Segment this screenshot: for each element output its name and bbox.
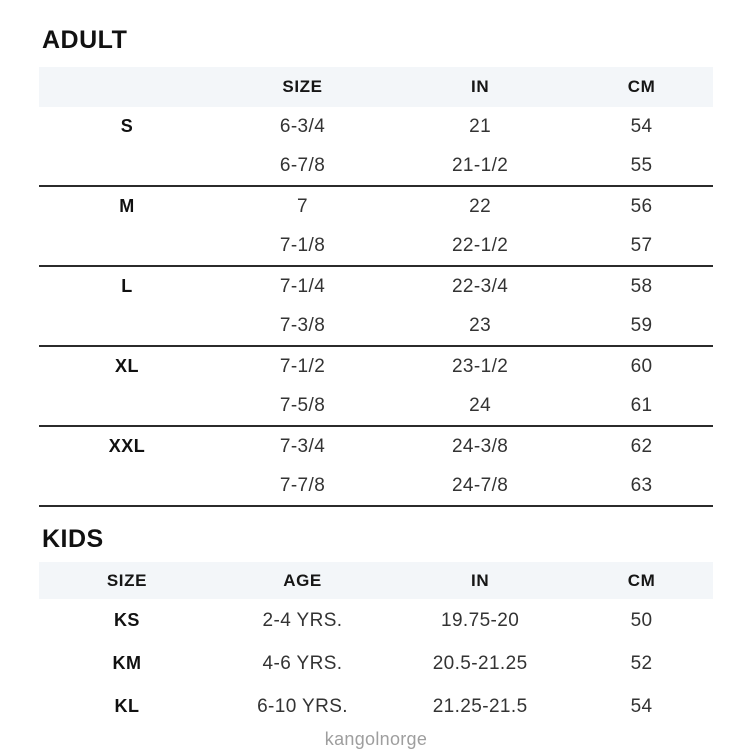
adult-header-in: IN bbox=[471, 77, 490, 96]
cell-cm: 54 bbox=[630, 115, 653, 137]
kids-header-age: AGE bbox=[283, 570, 322, 590]
cell-size: 7 bbox=[297, 195, 308, 217]
adult-header-cm: CM bbox=[627, 77, 656, 96]
cell-cm: 58 bbox=[630, 275, 653, 297]
cell-cm: 57 bbox=[630, 234, 653, 256]
cell-in: 24-7/8 bbox=[451, 474, 509, 496]
size-group-l bbox=[39, 267, 713, 347]
table-row bbox=[39, 599, 713, 642]
size-group-label: XL bbox=[114, 356, 139, 376]
table-row bbox=[39, 685, 713, 728]
table-row bbox=[39, 267, 713, 306]
adult-section-title: ADULT bbox=[42, 26, 128, 54]
kids-header-size: SIZE bbox=[106, 570, 148, 590]
size-group-label: S bbox=[120, 116, 134, 136]
cell-in: 21 bbox=[469, 115, 492, 137]
cell-cm: 61 bbox=[630, 394, 653, 416]
table-row bbox=[39, 347, 713, 386]
watermark-text: kangolnorge bbox=[324, 729, 428, 749]
size-group-label: XXL bbox=[108, 436, 146, 456]
cell-size: 7-1/8 bbox=[279, 234, 326, 256]
cell-size: 7-3/4 bbox=[279, 435, 326, 457]
cell-in: 22-3/4 bbox=[451, 275, 509, 297]
cell-cm: 54 bbox=[630, 695, 653, 717]
size-group-label: M bbox=[119, 196, 135, 216]
kids-size-label: KM bbox=[112, 653, 142, 673]
kids-table-header bbox=[39, 562, 713, 599]
table-row bbox=[39, 107, 713, 146]
table-row bbox=[39, 386, 713, 425]
table-row bbox=[39, 427, 713, 466]
table-row bbox=[39, 306, 713, 345]
cell-size: 7-3/8 bbox=[279, 314, 326, 336]
cell-size: 6-3/4 bbox=[279, 115, 326, 137]
kids-header-cm: CM bbox=[627, 570, 656, 590]
kids-size-label: KS bbox=[113, 610, 140, 630]
table-row bbox=[39, 226, 713, 265]
cell-cm: 50 bbox=[630, 609, 653, 631]
kids-size-label: KL bbox=[114, 696, 140, 716]
kids-header-in: IN bbox=[471, 570, 490, 590]
cell-size: 7-5/8 bbox=[279, 394, 326, 416]
cell-in: 19.75-20 bbox=[441, 609, 520, 631]
kids-size-table bbox=[39, 562, 713, 728]
cell-cm: 52 bbox=[630, 652, 653, 674]
size-group-s bbox=[39, 107, 713, 187]
cell-size: 6-7/8 bbox=[279, 154, 326, 176]
adult-size-table bbox=[39, 67, 713, 507]
cell-in: 20.5-21.25 bbox=[432, 652, 528, 674]
cell-in: 21.25-21.5 bbox=[432, 695, 528, 717]
cell-cm: 55 bbox=[630, 154, 653, 176]
cell-size: 7-7/8 bbox=[279, 474, 326, 496]
cell-in: 22-1/2 bbox=[451, 234, 509, 256]
table-row bbox=[39, 146, 713, 185]
cell-cm: 56 bbox=[630, 195, 653, 217]
kids-section-title: KIDS bbox=[42, 525, 104, 553]
cell-in: 24-3/8 bbox=[451, 435, 509, 457]
cell-in: 23 bbox=[469, 314, 492, 336]
size-group-label: L bbox=[121, 276, 133, 296]
table-row bbox=[39, 642, 713, 685]
cell-cm: 60 bbox=[630, 355, 653, 377]
cell-age: 2-4 YRS. bbox=[262, 609, 343, 631]
size-group-xxl bbox=[39, 427, 713, 507]
cell-cm: 63 bbox=[630, 474, 653, 496]
cell-in: 21-1/2 bbox=[451, 154, 509, 176]
table-row bbox=[39, 187, 713, 226]
cell-age: 6-10 YRS. bbox=[257, 695, 348, 717]
cell-age: 4-6 YRS. bbox=[262, 652, 343, 674]
size-group-xl bbox=[39, 347, 713, 427]
cell-size: 7-1/2 bbox=[279, 355, 326, 377]
cell-cm: 59 bbox=[630, 314, 653, 336]
cell-cm: 62 bbox=[630, 435, 653, 457]
adult-table-header bbox=[39, 67, 713, 107]
adult-header-size: SIZE bbox=[282, 77, 323, 96]
table-row bbox=[39, 466, 713, 505]
cell-size: 7-1/4 bbox=[279, 275, 326, 297]
cell-in: 24 bbox=[469, 394, 492, 416]
cell-in: 23-1/2 bbox=[451, 355, 509, 377]
size-group-m bbox=[39, 187, 713, 267]
cell-in: 22 bbox=[469, 195, 492, 217]
